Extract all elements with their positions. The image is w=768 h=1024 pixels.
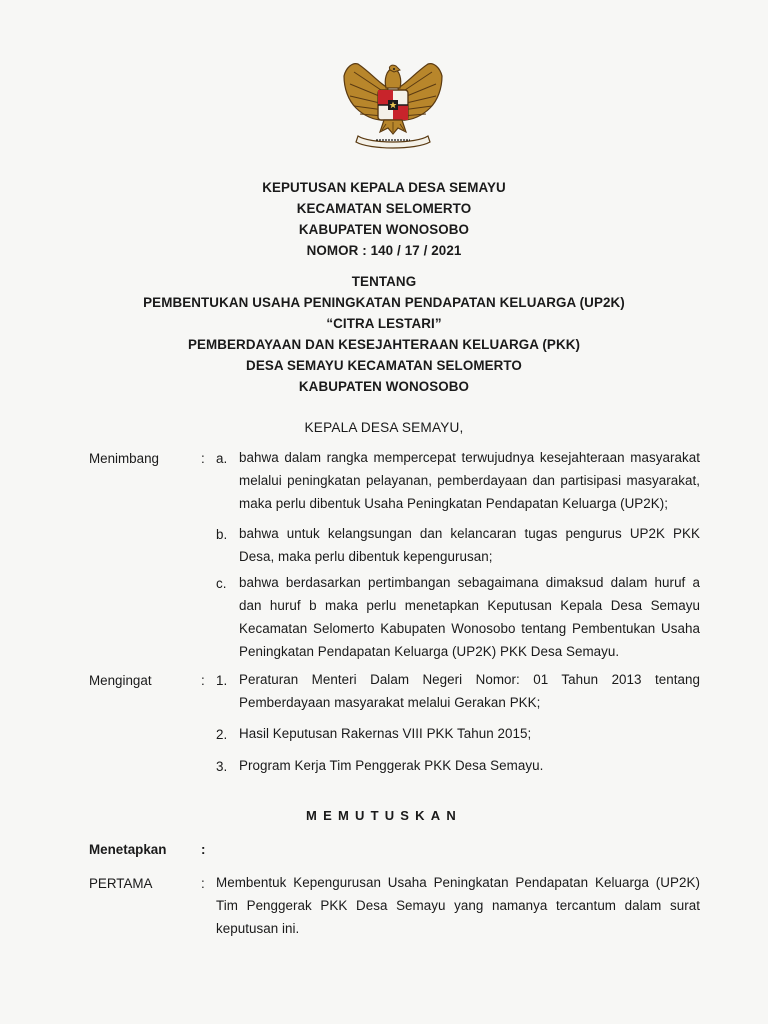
decree-header — [0, 177, 768, 261]
item-marker: c. — [216, 576, 227, 591]
menimbang-item-text: bahwa untuk kelangsungan dan kelancaran tugas pengurus UP2K PKK Desa, maka perlu dibentuk kepengurusan; — [239, 526, 700, 564]
subject-line: DESA SEMAYU KECAMATAN SELOMERTO — [246, 358, 522, 373]
item-marker: 2. — [216, 727, 228, 742]
item-marker: 3. — [216, 759, 228, 774]
pertama-text: Membentuk Kepengurusan Usaha Peningkatan Pendapatan Keluarga (UP2K) Tim Penggerak PKK Desa Semayu yang namanya tercantum dalam surat keputusan ini. — [216, 875, 700, 936]
subject-line: “CITRA LESTARI” — [326, 316, 442, 331]
subject-heading: TENTANG — [351, 274, 417, 289]
regency-line: KABUPATEN WONOSOBO — [298, 222, 470, 237]
item-marker: 1. — [216, 673, 228, 688]
subject-line: KABUPATEN WONOSOBO — [298, 379, 470, 394]
subject-line: PEMBENTUKAN USAHA PENINGKATAN PENDAPATAN KELUARGA (UP2K) — [143, 295, 625, 310]
decree-number: NOMOR : 140 / 17 / 2021 — [306, 243, 462, 258]
menetapkan-label: Menetapkan — [89, 842, 167, 857]
subject-line: PEMBERDAYAAN DAN KESEJAHTERAAN KELUARGA (PKK) — [187, 337, 581, 352]
mengingat-item-text: Program Kerja Tim Penggerak PKK Desa Semayu. — [239, 758, 544, 773]
district-line: KECAMATAN SELOMERTO — [296, 201, 472, 216]
pertama-colon: : — [201, 876, 205, 891]
menimbang-item-text: bahwa berdasarkan pertimbangan sebagaimana dimaksud dalam huruf a dan huruf b maka perlu menetapkan Keputusan Kepala Desa Semayu Kecamatan Selomerto Kabupaten Wonosobo tentang Pembentukan Usaha Peningkatan Pendapatan Keluarga (UP2K) PKK Desa Semayu. — [239, 575, 700, 659]
menimbang-label: Menimbang — [89, 451, 159, 466]
menimbang-colon: : — [201, 451, 205, 466]
mengingat-item-text: Peraturan Menteri Dalam Negeri Nomor: 01 Tahun 2013 tentang Pemberdayaan masyarakat melalui Gerakan PKK; — [239, 672, 700, 710]
menetapkan-colon: : — [201, 842, 206, 857]
official-title: KEPALA DESA SEMAYU, — [304, 420, 464, 435]
garuda-pancasila-emblem — [340, 58, 446, 150]
pertama-label: PERTAMA — [89, 876, 153, 891]
mengingat-item-text: Hasil Keputusan Rakernas VIII PKK Tahun 2015; — [239, 726, 532, 741]
item-marker: a. — [216, 451, 228, 466]
decree-subject — [0, 271, 768, 397]
memutuskan-heading: MEMUTUSKAN — [306, 808, 462, 823]
mengingat-colon: : — [201, 673, 205, 688]
item-marker: b. — [216, 527, 228, 542]
decree-title: KEPUTUSAN KEPALA DESA SEMAYU — [262, 180, 506, 195]
mengingat-label: Mengingat — [89, 673, 152, 688]
menimbang-item-text: bahwa dalam rangka mempercepat terwujudnya kesejahteraan masyarakat melalui peningkatan pelayanan, pemberdayaan dan partisipasi masyarakat, maka perlu dibentuk Usaha Peningkatan Pendapatan Keluarga (UP2K); — [239, 450, 700, 511]
